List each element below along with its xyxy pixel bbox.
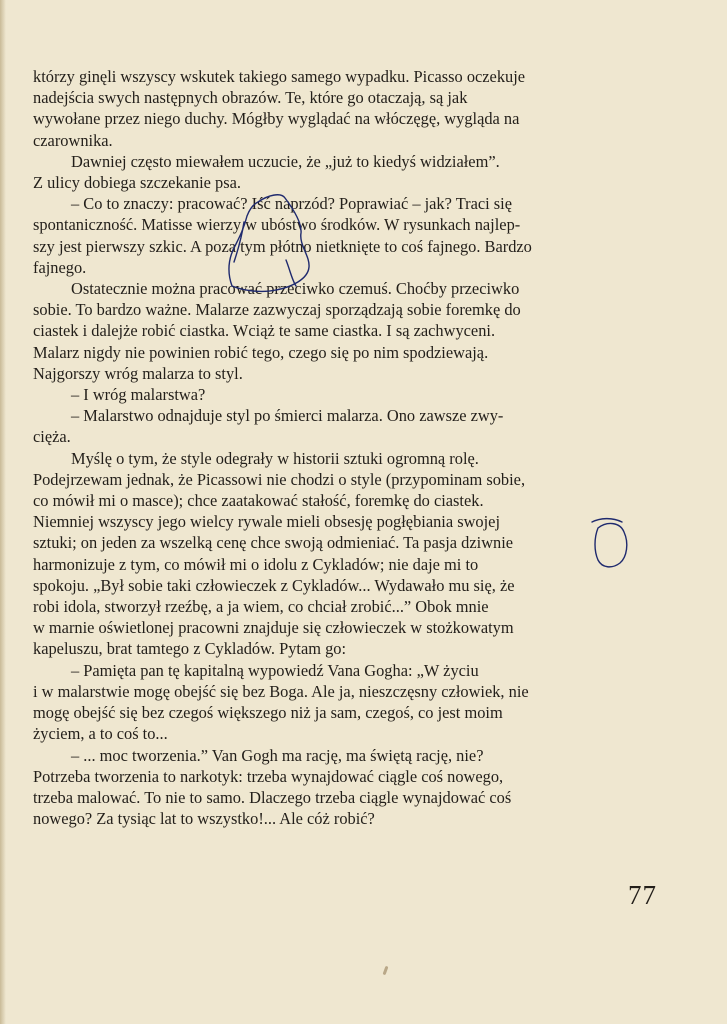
- text-line: Z ulicy dobiega szczekanie psa.: [33, 173, 241, 193]
- paragraph: [33, 193, 605, 278]
- text-line: robi idola, stworzył rzeźbę, a ja wiem, co chciał zrobić...” Obok mnie: [33, 597, 489, 617]
- text-line: – Malarstwo odnajduje styl po śmierci malarza. Ono zawsze zwy-: [71, 406, 504, 426]
- paragraph: [33, 405, 605, 447]
- paragraph: [33, 660, 605, 745]
- text-line: którzy ginęli wszyscy wskutek takiego samego wypadku. Picasso oczekuje: [33, 67, 526, 86]
- text-line: w marnie oświetlonej pracowni znajduje się człowieczek w stożkowatym: [33, 618, 514, 638]
- text-line: fajnego.: [33, 257, 87, 277]
- text-line: harmonizuje z tym, co mówił mi o idolu z Cykladów; nie daje mi to: [33, 554, 479, 574]
- paragraph: [33, 66, 605, 151]
- text-line: cięża.: [33, 427, 71, 447]
- text-line: i w malarstwie mogę obejść się bez Boga. Ale ja, nieszczęsny człowiek, nie: [33, 681, 529, 701]
- text-line: – Co to znaczy: pracować? Iść naprzód? Poprawiać – jak? Traci się: [71, 194, 513, 214]
- text-line: Niemniej wszyscy jego wielcy rywale mieli obsesję pogłębiania swojej: [33, 512, 501, 532]
- paragraph: [33, 278, 605, 384]
- text-line: – ... moc tworzenia.” Van Gogh ma rację, ma świętą rację, nie?: [71, 745, 484, 765]
- book-text-block: [33, 66, 605, 829]
- paper-speck: [383, 966, 389, 975]
- paragraph: [33, 745, 605, 830]
- page-edge-shadow: [0, 0, 6, 1024]
- text-line: sztuki; on jeden za wszelką cenę chce swoją odmieniać. Ta pasja dziwnie: [33, 533, 514, 553]
- text-line: szy jest pierwszy szkic. A poza tym płótno nietknięte to coś fajnego. Bardzo: [33, 236, 532, 256]
- text-line: nowego? Za tysiąc lat to wszystko!... Ale cóż robić?: [33, 809, 375, 829]
- text-line: Ostatecznie można pracować przeciwko czemuś. Choćby przeciwko: [71, 279, 520, 299]
- text-line: sobie. To bardzo ważne. Malarze zazwyczaj sporządzają sobie foremkę do: [33, 300, 521, 320]
- text-line: wywołane przez niego duchy. Mógłby wyglądać na włóczęgę, wygląda na: [33, 109, 520, 129]
- text-line: spokoju. „Był sobie taki człowieczek z Cykladów... Wydawało mu się, że: [33, 575, 515, 595]
- text-line: ciastek i dalejże robić ciastka. Wciąż te same ciastka. I są zachwyceni.: [33, 321, 496, 341]
- text-line: trzeba malować. To nie to samo. Dlaczego trzeba ciągle wynajdować coś: [33, 787, 512, 807]
- text-line: czarownika.: [33, 130, 113, 150]
- text-line: – I wróg malarstwa?: [71, 385, 206, 405]
- text-line: życiem, a to coś to...: [33, 724, 168, 744]
- text-line: mogę obejść się bez czegoś większego niż ja sam, czegoś, co jest moim: [33, 703, 503, 723]
- text-line: nadejścia swych następnych obrazów. Te, które go otaczają, są jak: [33, 88, 468, 108]
- text-line: Najgorszy wróg malarza to styl.: [33, 363, 243, 383]
- text-line: – Pamięta pan tę kapitalną wypowiedź Vana Gogha: „W życiu: [71, 660, 479, 680]
- text-line: spontaniczność. Matisse wierzy w ubóstwo środków. W rysunkach najlep-: [33, 215, 521, 235]
- text-line: Potrzeba tworzenia to narkotyk: trzeba wynajdować ciągle coś nowego,: [33, 766, 504, 786]
- paragraph: [33, 384, 605, 405]
- page-number: 77: [628, 880, 657, 910]
- text-line: Myślę o tym, że style odegrały w historii sztuki ogromną rolę.: [71, 448, 479, 468]
- text-line: kapeluszu, brat tamtego z Cykladów. Pytam go:: [33, 639, 347, 659]
- text-line: Podejrzewam jednak, że Picassowi nie chodzi o style (przypominam sobie,: [33, 469, 526, 489]
- text-line: Malarz nigdy nie powinien robić tego, czego się po nim spodziewają.: [33, 342, 489, 362]
- paragraph: [33, 448, 605, 660]
- text-line: Dawniej często miewałem uczucie, że „już to kiedyś widziałem”.: [71, 151, 500, 171]
- paragraph: [33, 151, 605, 193]
- text-line: co mówił mi o masce); chce zaatakować stałość, foremkę do ciastek.: [33, 491, 484, 511]
